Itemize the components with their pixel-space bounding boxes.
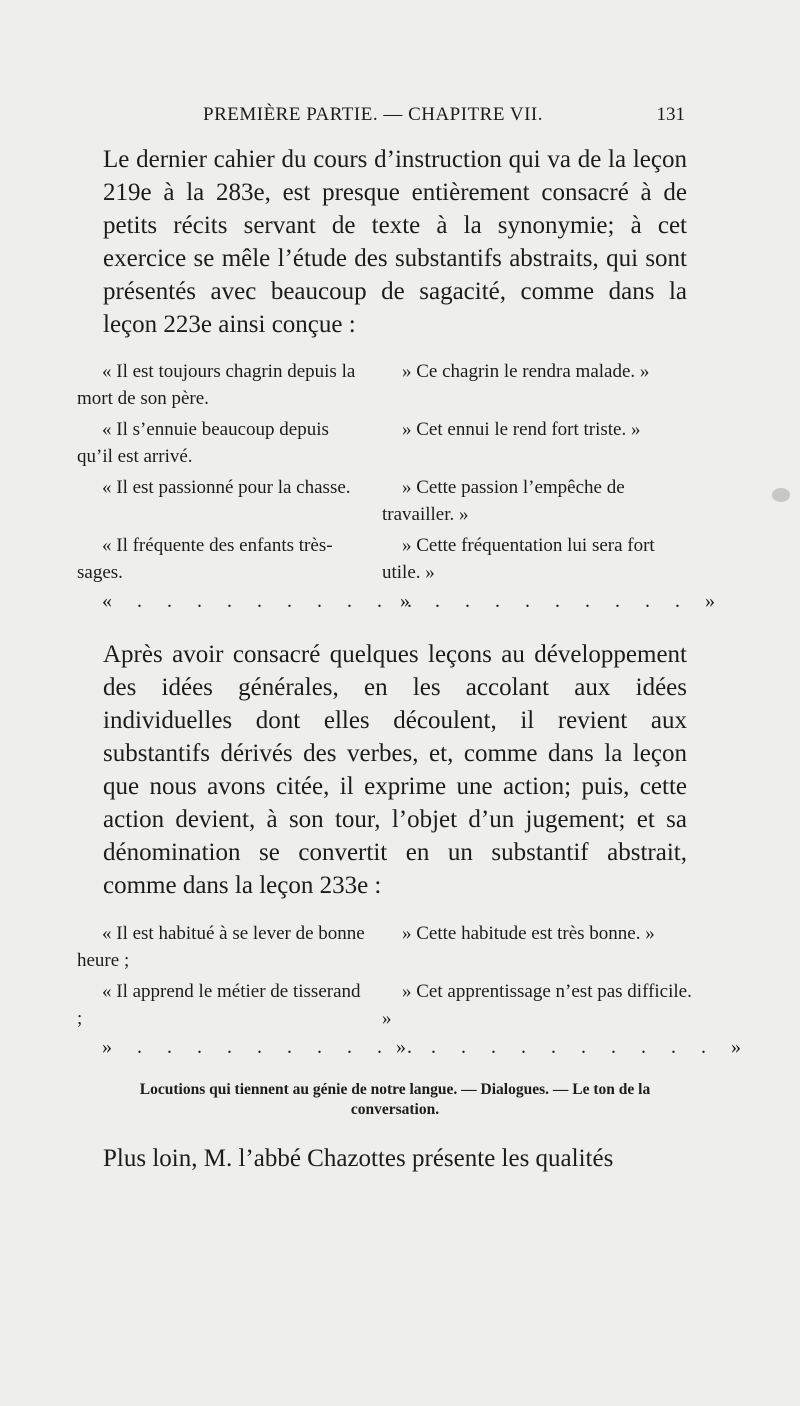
- ellipsis-row-right: » . . . . . . . . . . »: [396, 1036, 751, 1058]
- example-right: » Cette fréquentation lui sera fort utile. »: [382, 535, 655, 583]
- example-right: » Cet ennui le rend fort triste. »: [402, 419, 641, 440]
- example-left: « Il fréquente des enfants très-sages.: [77, 535, 333, 583]
- paragraph-2: Après avoir consacré quelques leçons au développement des idées générales, en les accolant aux idées individuelles dont elles découlent, il revient aux substantifs dérivés des verbes, et, comme dans la leçon que nous avons citée, il exprime une action; puis, cette action devient, à son tour, l’objet d’un jugement; et sa dénomination se convertit en un substantif abstrait, comme dans la leçon 233e :: [103, 641, 687, 899]
- paragraph-3: Plus loin, M. l’abbé Chazottes présente les qualités: [103, 1145, 614, 1172]
- ellipsis-row-left: « . . . . . . . . . .: [102, 590, 422, 612]
- ellipsis-row-left: » . . . . . . . . . .: [102, 1036, 422, 1058]
- example-right: » Cette habitude est très bonne. »: [402, 923, 655, 944]
- ellipsis-row-right: » . . . . . . . . . »: [400, 590, 725, 612]
- paragraph-1: Le dernier cahier du cours d’instruction qui va de la leçon 219e à la 283e, est presque entièrement consacré à de petits récits servant de texte à la synonymie; à cet exercice se mêle l’étude des substantifs abstraits, qui sont présentés avec beaucoup de sagacité, comme dans la leçon 223e ainsi conçue :: [103, 146, 687, 338]
- header-title: PREMIÈRE PARTIE. — CHAPITRE VII.: [203, 104, 543, 125]
- example-right: » Cet apprentissage n’est pas difficile. »: [382, 981, 692, 1029]
- paper-stain: [772, 488, 790, 502]
- example-left: « Il est passionné pour la chasse.: [102, 477, 351, 498]
- section-heading: Locutions qui tiennent au génie de notre langue. — Dialogues. — Le ton de la conversation.: [139, 1081, 651, 1118]
- example-right: » Cette passion l’empêche de travailler. »: [382, 477, 625, 525]
- example-left: « Il est habitué à se lever de bonne heure ;: [77, 923, 365, 971]
- running-header: [103, 104, 685, 134]
- example-left: « Il est toujours chagrin depuis la mort de son père.: [77, 361, 356, 409]
- example-left: « Il s’ennuie beaucoup depuis qu’il est arrivé.: [77, 419, 329, 467]
- example-left: « Il apprend le métier de tisserand ;: [77, 981, 361, 1029]
- example-right: » Ce chagrin le rendra malade. »: [402, 361, 650, 382]
- page-number: 131: [656, 104, 685, 125]
